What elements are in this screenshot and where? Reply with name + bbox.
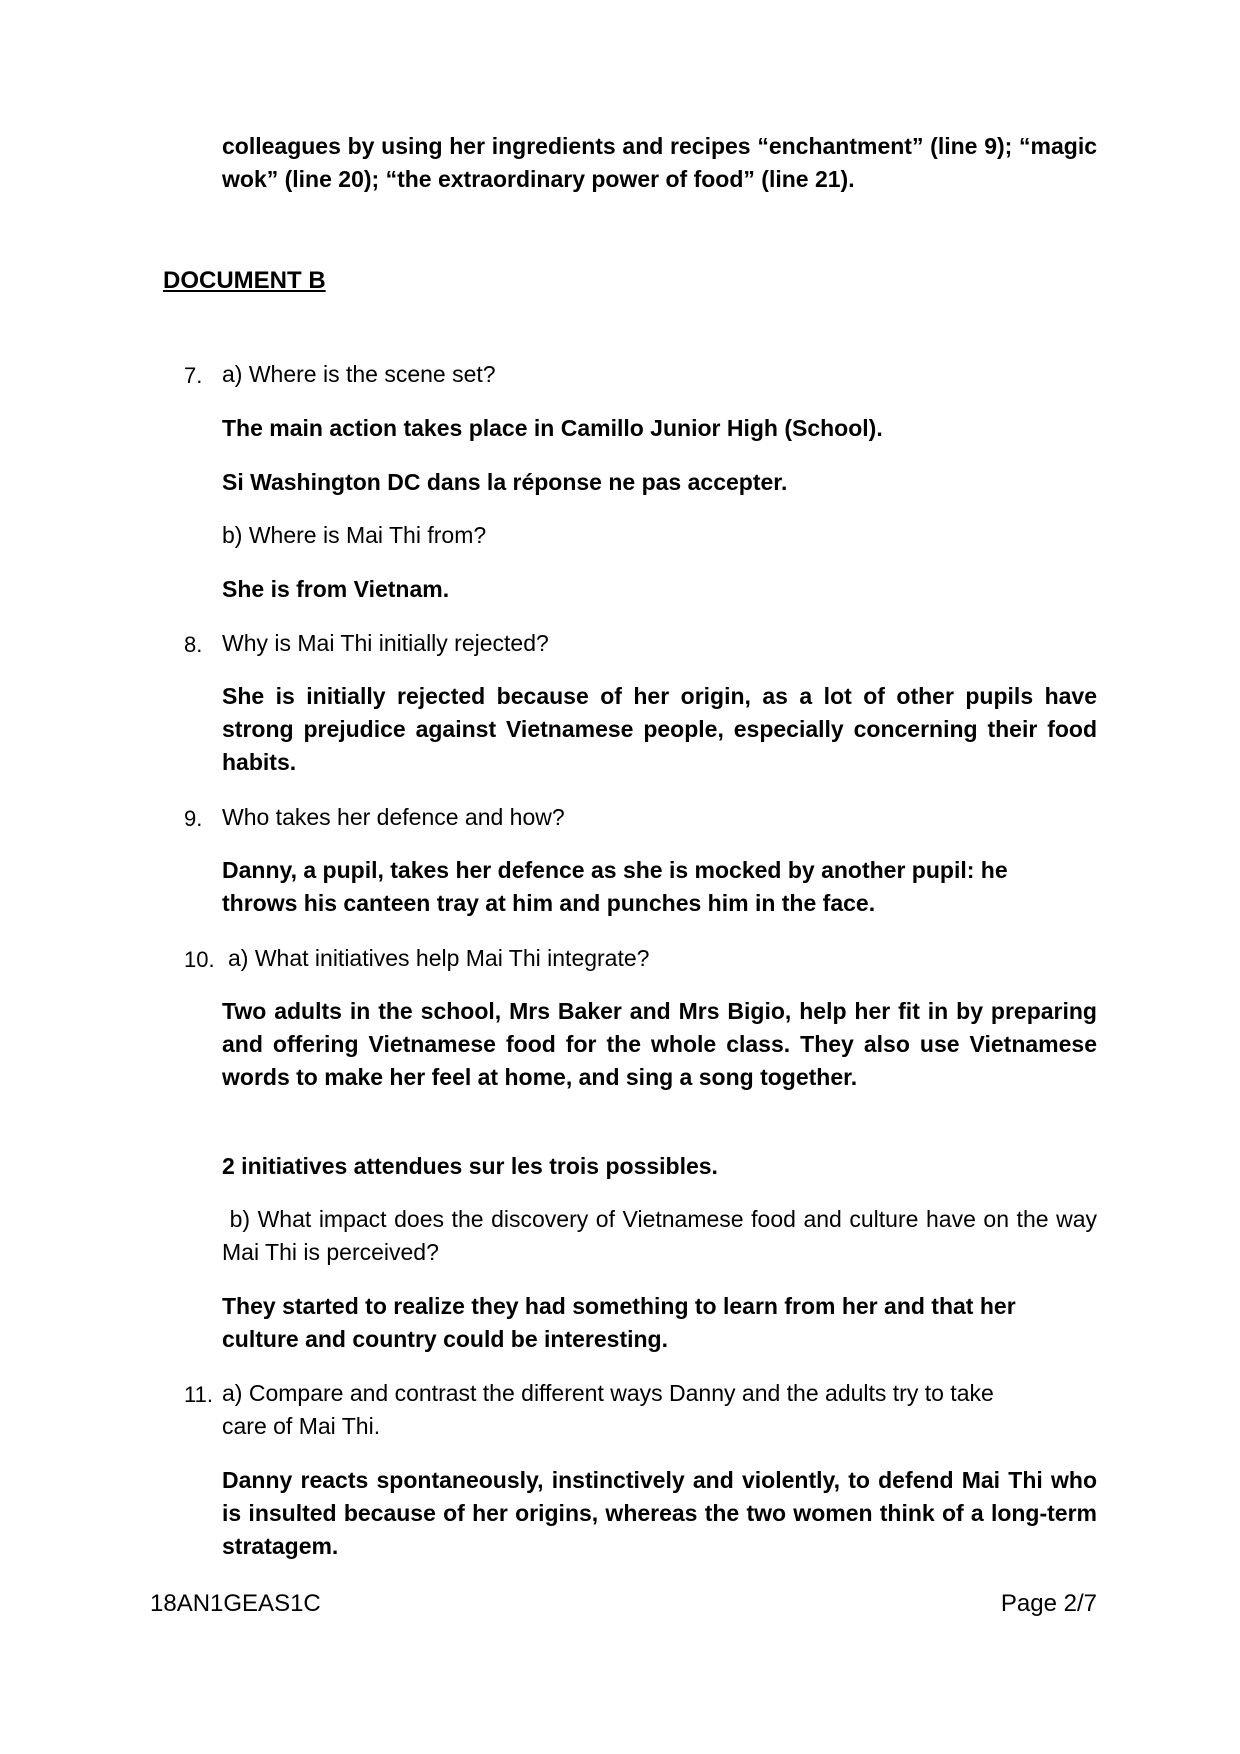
question-9-number: 9. xyxy=(184,806,203,831)
page-number: Page 2/7 xyxy=(1000,1590,1097,1617)
exam-code: 18AN1GEAS1C xyxy=(150,1590,321,1617)
note-10a: 2 initiatives attendues sur les trois possibles. xyxy=(222,1153,718,1179)
answer-7b: She is from Vietnam. xyxy=(222,576,450,602)
question-11-number: 11. xyxy=(184,1382,213,1407)
document-heading: DOCUMENT B xyxy=(163,267,326,294)
question-8: Why is Mai Thi initially rejected? xyxy=(222,630,549,656)
question-7-number: 7. xyxy=(184,363,203,388)
question-10b: b) What impact does the discovery of Vietnamese food and culture have on the way Mai Thi is perceived? xyxy=(222,1206,1104,1265)
answer-9-line-1: Danny, a pupil, takes her defence as she is mocked by another pupil: he xyxy=(222,857,1008,883)
answer-10b-line-2: culture and country could be interesting. xyxy=(222,1326,668,1352)
question-8-number: 8. xyxy=(184,632,203,657)
question-9: Who takes her defence and how? xyxy=(222,804,565,830)
question-7a: a) Where is the scene set? xyxy=(222,361,496,387)
intro-answer: colleagues by using her ingredients and recipes “enchantment” (line 9); “magic wok” (line 20); “the extraordinary power of food” (line 21). xyxy=(222,133,1097,192)
answer-10b-line-1: They started to realize they had something to learn from her and that her xyxy=(222,1293,1016,1319)
question-11a-line-2: care of Mai Thi. xyxy=(222,1413,381,1439)
question-7b: b) Where is Mai Thi from? xyxy=(222,522,487,548)
note-7a: Si Washington DC dans la réponse ne pas accepter. xyxy=(222,469,788,495)
question-10-number: 10. xyxy=(184,947,215,972)
answer-9-line-2: throws his canteen tray at him and punches him in the face. xyxy=(222,890,876,916)
answer-7a: The main action takes place in Camillo Junior High (School). xyxy=(222,415,883,441)
answer-10a: Two adults in the school, Mrs Baker and Mrs Bigio, help her fit in by preparing and offering Vietnamese food for the whole class. They also use Vietnamese words to make her feel at home, and sing a song together. xyxy=(222,998,1097,1090)
question-10a: a) What initiatives help Mai Thi integrate? xyxy=(228,945,650,971)
answer-8: She is initially rejected because of her origin, as a lot of other pupils have strong prejudice against Vietnamese people, especially concerning their food habits. xyxy=(222,683,1097,775)
question-11a-line-1: a) Compare and contrast the different ways Danny and the adults try to take xyxy=(222,1380,994,1406)
answer-11a: Danny reacts spontaneously, instinctively and violently, to defend Mai Thi who is insulted because of her origins, whereas the two women think of a long-term stratagem. xyxy=(222,1467,1097,1559)
